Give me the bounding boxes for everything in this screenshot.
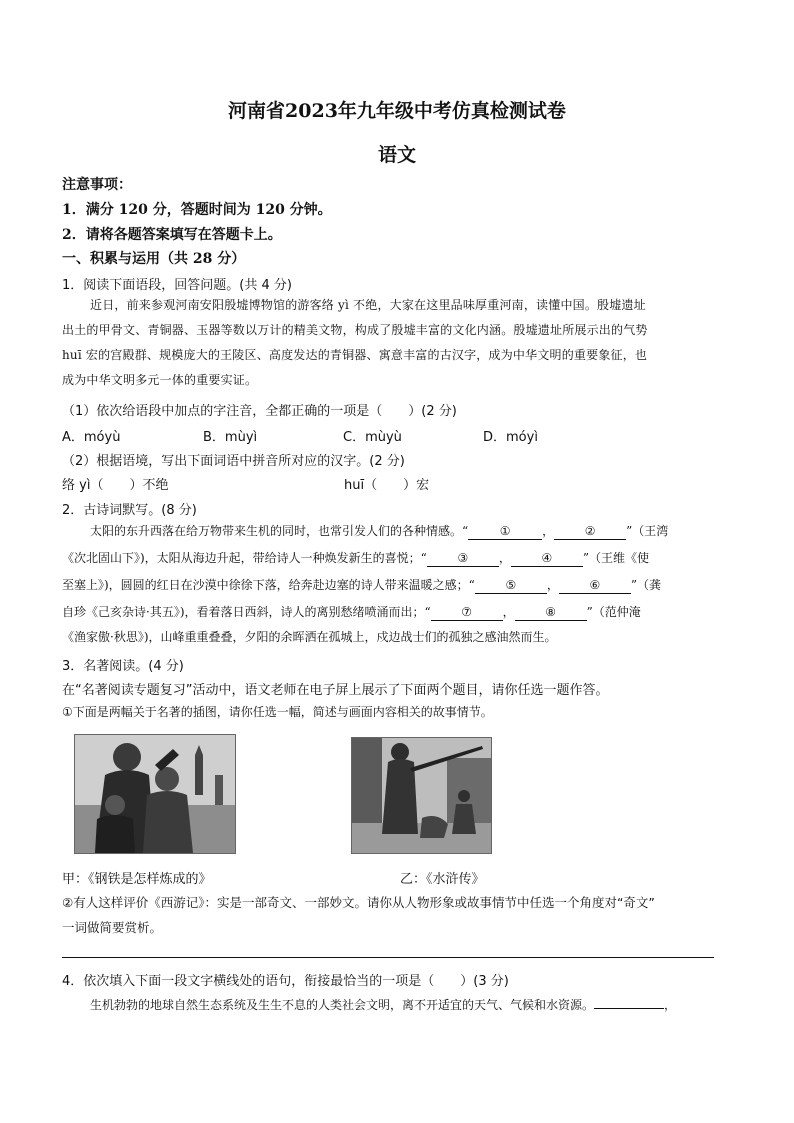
q2-line-5: 《渔家傲·秋思》)，山峰重重叠叠，夕阳的余晖洒在孤城上，戍边战士们的孤独之感油然而生。 xyxy=(62,630,557,644)
answer-line xyxy=(62,957,714,958)
q3-stem: 3．名著阅读。(4 分) xyxy=(62,659,184,674)
q1-stem: 1．阅读下面语段，回答问题。(共 4 分) xyxy=(62,278,292,293)
q2-line-2 xyxy=(62,549,649,567)
illustration-left xyxy=(74,734,236,854)
poem-blank-8: ⑧ xyxy=(515,604,587,621)
q1-option-d: D．móyì xyxy=(483,430,538,445)
q2-line-4-text: 自珍《己亥杂诗·其五》)，看着落日西斜，诗人的离别愁绪喷涌而出；“ xyxy=(62,605,431,619)
q2-line-1-text: 太阳的东升西落在给万物带来生机的同时，也常引发人们的各种情感。“ xyxy=(90,524,469,538)
q2-line-3-comma: ， xyxy=(546,578,559,592)
q2-line-3 xyxy=(62,576,661,594)
q1-passage-line-1: 近日，前来参观河南安阳殷墟博物馆的游客络 yì 不绝，大家在这里品味厚重河南，读懂中国。殷墟遗址 xyxy=(90,298,646,312)
q2-line-2-comma: ， xyxy=(498,551,511,565)
q1-fill-1: 络 yì（ ）不绝 xyxy=(62,478,169,493)
q2-line-4-source: ”（范仲淹 xyxy=(586,605,641,619)
q2-line-3-text: 至塞上》)，圆圆的红日在沙漠中徐徐下落，给奔赴边塞的诗人带来温暖之感；“ xyxy=(62,578,475,592)
q2-line-1-comma: ， xyxy=(542,524,555,538)
poem-blank-4: ④ xyxy=(511,550,583,567)
poem-blank-3: ③ xyxy=(427,550,499,567)
q1-passage-line-3: huī 宏的宫殿群、规模庞大的王陵区、高度发达的青铜器、寓意丰富的古汉字，成为中华文明的重要象征，也 xyxy=(62,348,648,362)
q2-stem: 2．古诗词默写。(8 分) xyxy=(62,503,197,518)
section-1-heading: 一、积累与运用（共 28 分） xyxy=(62,251,246,267)
q4-passage-text: 生机勃勃的地球自然生态系统及生生不息的人类社会文明，离不开适宜的天气、气候和水资源。 xyxy=(90,998,595,1012)
q3-option-2-line-2: 一词做简要赏析。 xyxy=(62,920,163,935)
q1-option-c: C．mùyù xyxy=(343,430,402,445)
q1-sub-1: （1）依次给语段中加点的字注音，全都正确的一项是（ ）(2 分) xyxy=(62,404,457,419)
poem-blank-1: ① xyxy=(468,523,542,540)
q2-line-1-source: ”（王湾 xyxy=(626,524,669,538)
q3-option-1: ①下面是两幅关于名著的插图，请你任选一幅，简述与画面内容相关的故事情节。 xyxy=(62,705,493,719)
q4-passage xyxy=(90,996,676,1013)
q2-line-4 xyxy=(62,603,641,621)
q1-option-b: B．mùyì xyxy=(203,430,258,445)
q2-line-3-source: ”（龚 xyxy=(630,578,661,592)
poem-blank-6: ⑥ xyxy=(559,577,631,594)
caption-right: 乙：《水浒传》 xyxy=(400,872,485,887)
notice-heading: 注意事项： xyxy=(62,177,132,193)
poem-blank-7: ⑦ xyxy=(431,604,503,621)
q1-passage-line-2: 出土的甲骨文、青铜器、玉器等数以万计的精美文物，构成了殷墟丰富的文化内涵。殷墟遗址所展示出的气势 xyxy=(62,323,648,337)
q1-option-a: A．móyù xyxy=(62,430,121,445)
q2-line-2-source: ”（王维《使 xyxy=(582,551,649,565)
q1-fill-2: huī（ ）宏 xyxy=(344,478,430,493)
exam-subject: 语文 xyxy=(377,144,416,166)
notice-item-1: 1．满分 120 分，答题时间为 120 分钟。 xyxy=(62,202,332,218)
poem-blank-2: ② xyxy=(554,523,626,540)
illustration-right xyxy=(351,737,492,854)
q4-passage-tail: ， xyxy=(664,998,677,1012)
q2-line-1 xyxy=(90,522,668,540)
q2-line-2-text: 《次北固山下》)，太阳从海边升起，带给诗人一种焕发新生的喜悦；“ xyxy=(62,551,427,565)
illustration-left-art xyxy=(75,735,235,853)
q1-sub-2: （2）根据语境，写出下面词语中拼音所对应的汉字。(2 分) xyxy=(62,454,405,469)
caption-left: 甲：《钢铁是怎样炼成的》 xyxy=(62,872,212,887)
exam-title: 河南省2023年九年级中考仿真检测试卷 xyxy=(228,100,566,122)
poem-blank-5: ⑤ xyxy=(475,577,547,594)
q3-option-2-line-1: ②有人这样评价《西游记》：实是一部奇文、一部妙文。请你从人物形象或故事情节中任选一个角度对“奇文” xyxy=(62,895,655,910)
notice-item-2: 2．请将各题答案填写在答题卡上。 xyxy=(62,227,282,243)
q2-line-4-comma: ， xyxy=(502,605,515,619)
q4-stem: 4．依次填入下面一段文字横线处的语句，衔接最恰当的一项是（ ）(3 分) xyxy=(62,974,509,989)
illustration-right-art xyxy=(352,738,491,853)
q4-blank xyxy=(594,1008,664,1009)
q3-intro: 在“名著阅读专题复习”活动中，语文老师在电子屏上展示了下面两个题目，请你任选一题作答。 xyxy=(62,683,609,698)
q1-passage-line-4: 成为中华文明多元一体的重要实证。 xyxy=(62,373,258,387)
